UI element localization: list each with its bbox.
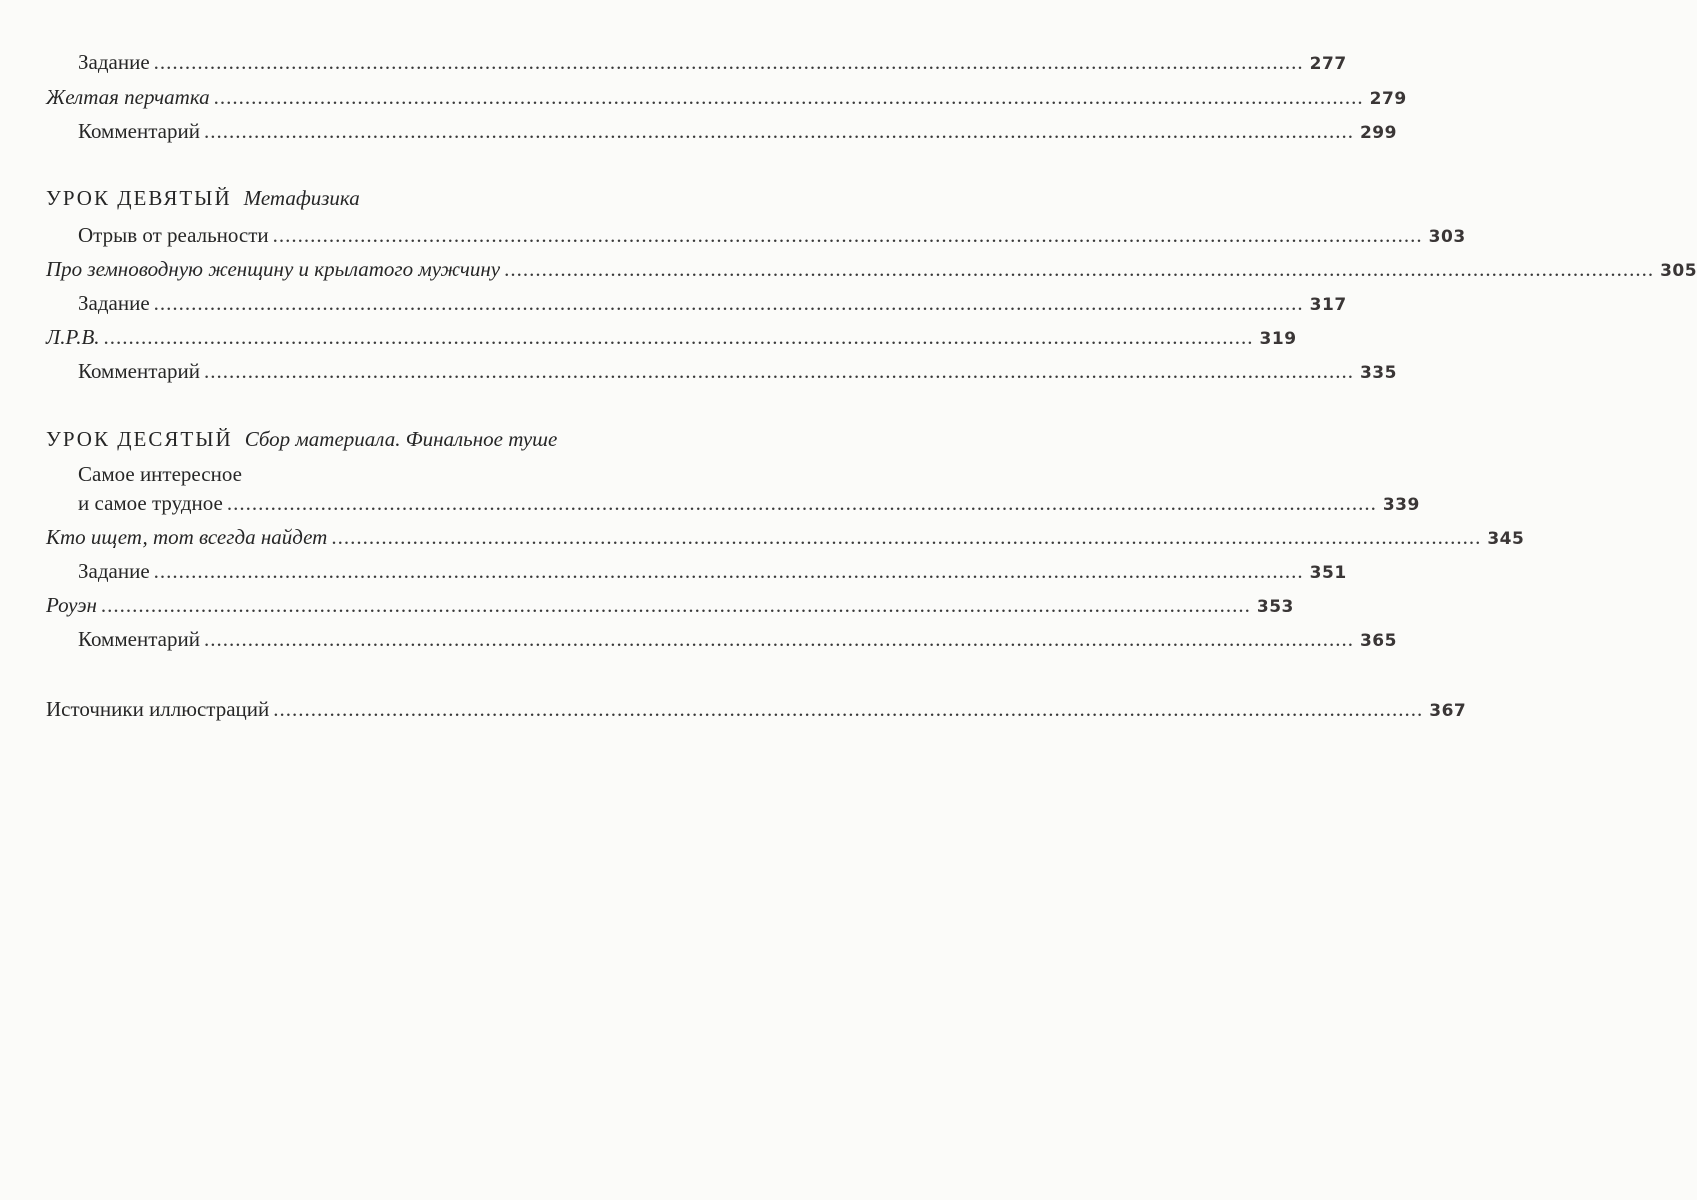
page-number: 365 (1359, 631, 1397, 651)
toc-entry-task (78, 47, 1347, 77)
page-number: 319 (1259, 329, 1297, 349)
lesson-subject: Сбор материала. Финальное туше (244, 427, 558, 451)
toc-entry-sources (46, 694, 1467, 724)
toc-entry (46, 254, 1697, 284)
page-number: 277 (1309, 54, 1347, 74)
lesson-label: УРОК ДЕСЯТЫЙ (46, 427, 233, 451)
toc-entry (78, 288, 1347, 318)
entry-title: Роуэн (46, 593, 97, 617)
dot-leader: ........................................................................................................................................................................................ (100, 593, 1251, 617)
toc-entry (46, 322, 1297, 352)
entry-title: Комментарий (78, 627, 200, 651)
entry-title: Комментарий (78, 119, 200, 143)
entry-title-first-line: Самое интересное (78, 462, 242, 486)
page-number: 353 (1256, 597, 1294, 617)
entry-title: Источники иллюстраций (46, 697, 270, 721)
page-number: 367 (1429, 701, 1467, 721)
page-number: 299 (1359, 123, 1397, 143)
dot-leader: ........................................................................................................................................................................................ (153, 50, 1304, 74)
page-number: 339 (1382, 495, 1420, 515)
dot-leader: ........................................................................................................................................................................................ (504, 257, 1655, 281)
toc-entry-story (46, 82, 1407, 112)
toc-entry (46, 522, 1525, 552)
page-number: 279 (1369, 89, 1407, 109)
dot-leader: ........................................................................................................................................................................................ (213, 85, 1364, 109)
lesson-heading (46, 424, 557, 454)
dot-leader: ........................................................................................................................................................................................ (203, 119, 1354, 143)
toc-entry-comment (78, 116, 1397, 146)
entry-title: Л.Р.В. (46, 325, 100, 349)
dot-leader: ........................................................................................................................................................................................ (226, 491, 1377, 515)
dot-leader: ........................................................................................................................................................................................ (331, 525, 1482, 549)
toc-entry (78, 556, 1347, 586)
page-number: 345 (1487, 529, 1525, 549)
page-number: 303 (1428, 227, 1466, 247)
entry-title: Кто ищет, тот всегда найдет (46, 525, 328, 549)
toc-entry (78, 488, 1420, 518)
toc-entry (46, 590, 1294, 620)
entry-title: Комментарий (78, 359, 200, 383)
entry-title: Отрыв от реальности (78, 223, 269, 247)
page-number: 335 (1359, 363, 1397, 383)
toc-entry (78, 220, 1466, 250)
entry-title: Задание (78, 559, 150, 583)
entry-title: Задание (78, 50, 150, 74)
entry-title: и самое трудное (78, 491, 223, 515)
lesson-heading (46, 183, 360, 213)
dot-leader: ........................................................................................................................................................................................ (203, 627, 1354, 651)
page-number: 305 (1660, 261, 1697, 281)
dot-leader: ........................................................................................................................................................................................ (273, 697, 1424, 721)
toc-entry (78, 624, 1397, 654)
dot-leader: ........................................................................................................................................................................................ (272, 223, 1423, 247)
dot-leader: ........................................................................................................................................................................................ (153, 291, 1304, 315)
entry-title: Про земноводную женщину и крылатого мужчину (46, 257, 501, 281)
entry-title: Желтая перчатка (46, 85, 210, 109)
page-number: 351 (1309, 563, 1347, 583)
lesson-subject: Метафизика (243, 186, 360, 210)
dot-leader: ........................................................................................................................................................................................ (203, 359, 1354, 383)
page-number: 317 (1309, 295, 1347, 315)
dot-leader: ........................................................................................................................................................................................ (103, 325, 1254, 349)
dot-leader: ........................................................................................................................................................................................ (153, 559, 1304, 583)
toc-entry (78, 356, 1397, 386)
lesson-label: УРОК ДЕВЯТЫЙ (46, 186, 232, 210)
entry-title: Задание (78, 291, 150, 315)
